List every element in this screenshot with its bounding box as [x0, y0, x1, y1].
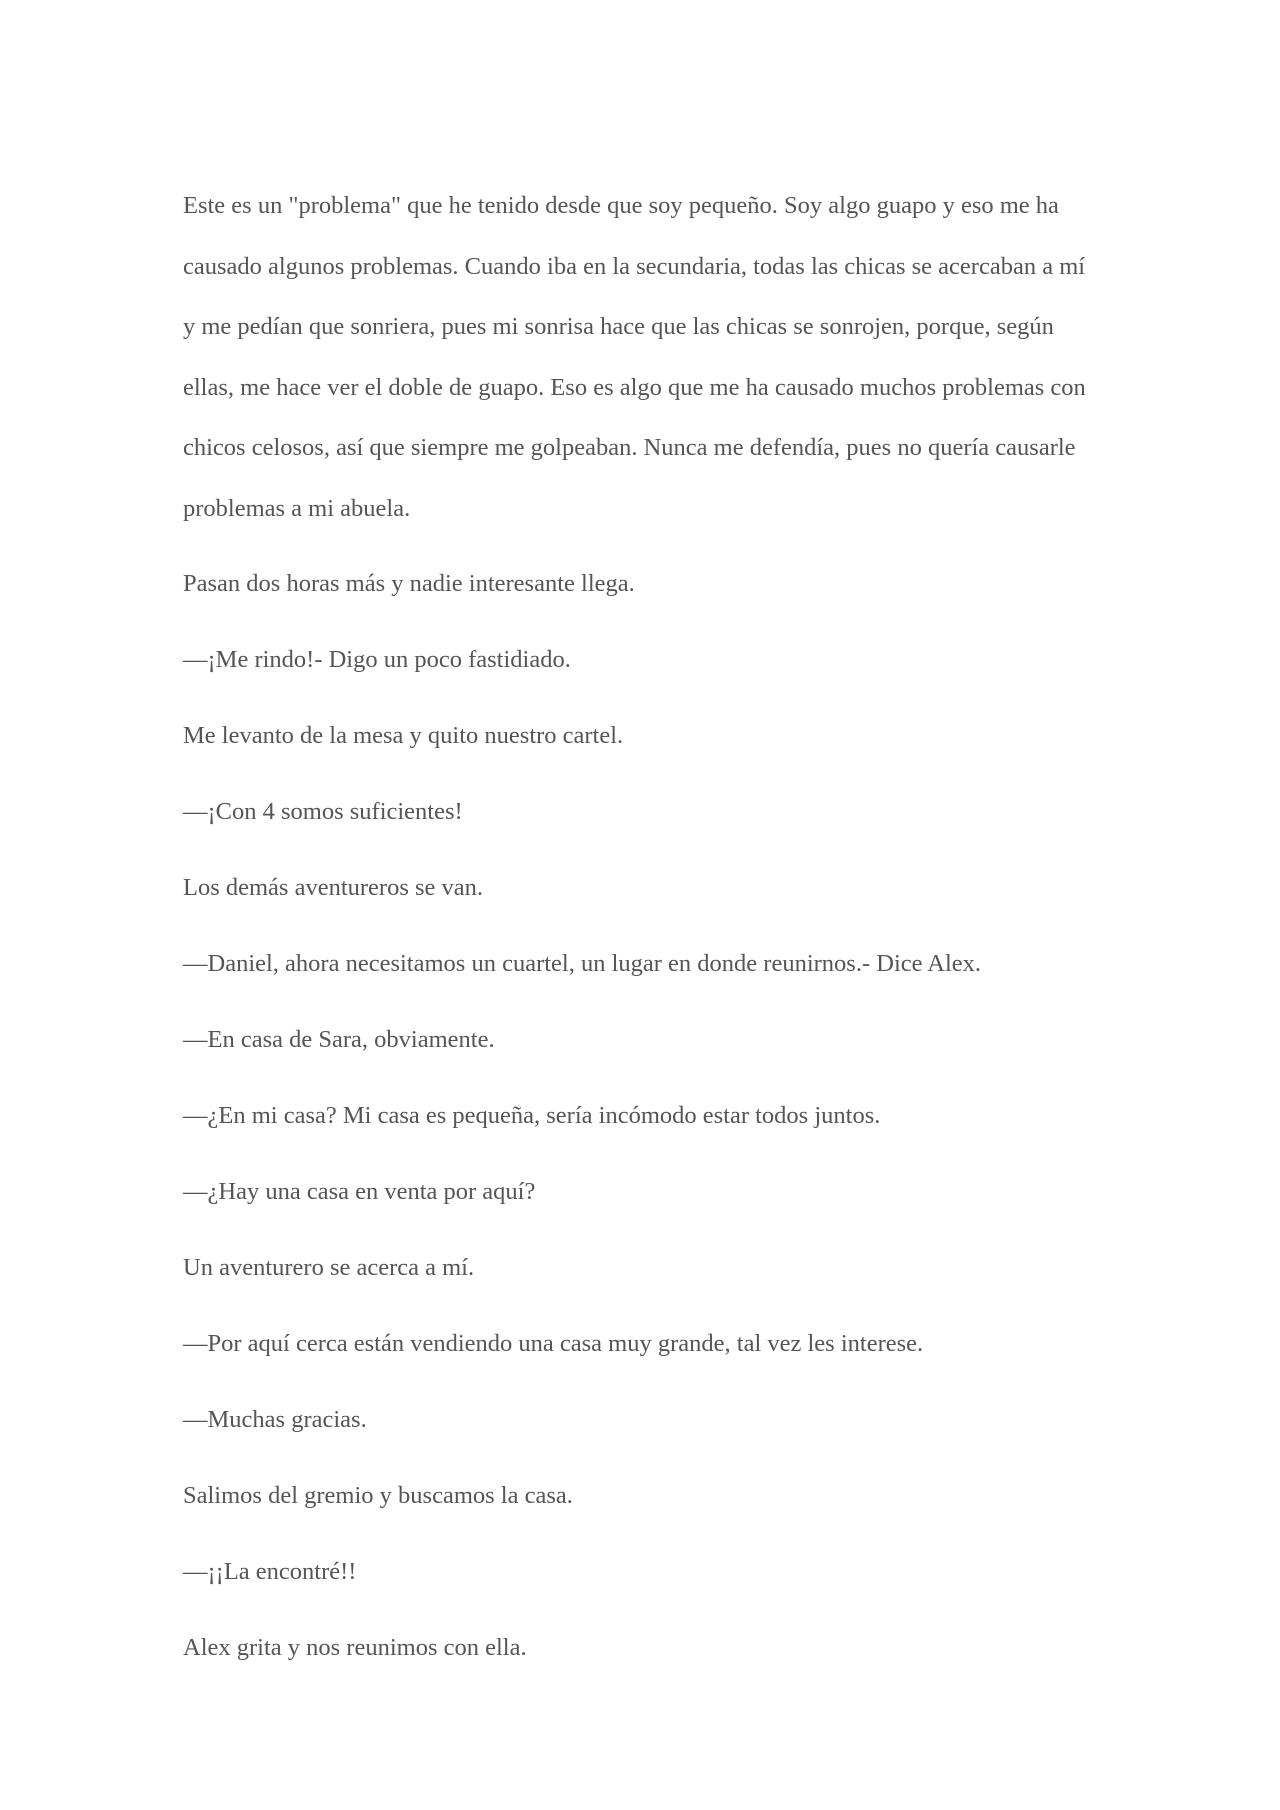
paragraph-line: —¡¡La encontré!!: [183, 1558, 357, 1585]
paragraph-line: —Muchas gracias.: [183, 1406, 367, 1433]
paragraph-line: Me levanto de la mesa y quito nuestro cartel.: [183, 722, 624, 749]
paragraph-line: Pasan dos horas más y nadie interesante llega.: [183, 570, 635, 597]
paragraph-line: —¿En mi casa? Mi casa es pequeña, sería incómodo estar todos juntos.: [183, 1102, 881, 1129]
paragraph-line: Un aventurero se acerca a mí.: [183, 1254, 475, 1281]
document-body: [183, 176, 1095, 1694]
paragraph-line: Los demás aventureros se van.: [183, 874, 484, 901]
paragraph-line: —¡Con 4 somos suficientes!: [183, 798, 463, 825]
paragraph-line: —¡Me rindo!- Digo un poco fastidiado.: [183, 646, 571, 673]
paragraph-line: —Daniel, ahora necesitamos un cuartel, un lugar en donde reunirnos.- Dice Alex.: [183, 950, 982, 977]
paragraph-line: Salimos del gremio y buscamos la casa.: [183, 1482, 573, 1509]
paragraph-line: —En casa de Sara, obviamente.: [183, 1026, 495, 1053]
paragraph-line: —¿Hay una casa en venta por aquí?: [183, 1178, 536, 1205]
paragraph-line: Alex grita y nos reunimos con ella.: [183, 1634, 527, 1661]
intro-paragraph: Este es un "problema" que he tenido desde que soy pequeño. Soy algo guapo y eso me ha causado algunos problemas. Cuando iba en la secundaria, todas las chicas se acercaban a mí y me pedían que sonriera, pues mi sonrisa hace que las chicas se sonrojen, porque, según ellas, me hace ver el doble de guapo. Eso es algo que me ha causado muchos problemas con chicos celosos, así que siempre me golpeaban. Nunca me defendía, pues no quería causarle problemas a mi abuela.: [183, 192, 1086, 522]
paragraph-line: —Por aquí cerca están vendiendo una casa muy grande, tal vez les interese.: [183, 1330, 924, 1357]
